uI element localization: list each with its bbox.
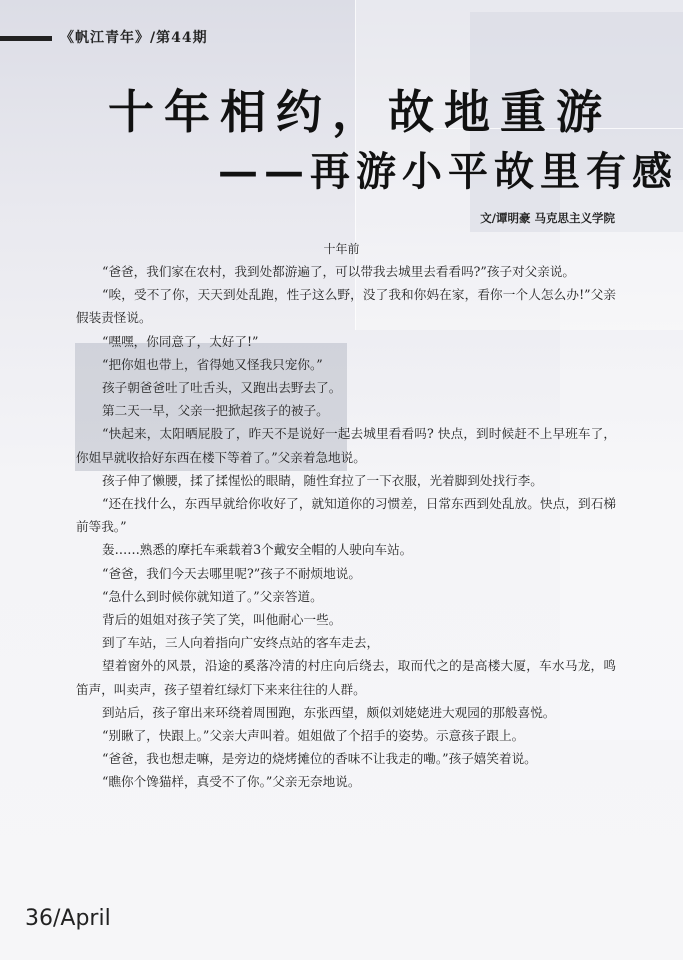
paragraph: 孩子伸了懒腰，揉了揉惺忪的眼睛，随性耷拉了一下衣服，光着脚到处找行李。 (102, 472, 543, 488)
paragraph: 轰……熟悉的摩托车乘载着3个戴安全帽的人驶向车站。 (102, 542, 413, 558)
paragraph: 望着窗外的风景，沿途的奚落冷清的村庄向后绕去，取而代之的是高楼大厦，车水马龙，鸣笛声，叫卖声，孩子望着红绿灯下来来往往的人群。 (76, 658, 616, 697)
paragraph: “爸爸，我们家在农村，我到处都游遍了，可以带我去城里去看看吗?”孩子对父亲说。 (102, 264, 576, 279)
article-body (76, 260, 616, 794)
paragraph: “嘿嘿，你同意了，太好了!” (102, 333, 259, 349)
page-number: 36/April (25, 906, 111, 931)
header-accent-bar (0, 36, 52, 41)
article-title: 十年相约，故地重游 (108, 85, 612, 139)
paragraph: 到站后，孩子窜出来环绕着周围跑，东张西望，颇似刘姥姥进大观园的那般喜悦。 (102, 704, 556, 720)
section-heading: 十年前 (323, 242, 360, 256)
paragraph: “快起来，太阳晒屁股了，昨天不是说好一起去城里看看吗? 快点，到时候赶不上早班车了，你姐早就收拾好东西在楼下等着了。”父亲着急地说。 (76, 426, 616, 465)
paragraph: “把你姐也带上，省得她又怪我只宠你。” (102, 356, 323, 372)
paragraph: “爸爸，我们今天去哪里呢?”孩子不耐烦地说。 (102, 565, 361, 581)
paragraph: “爸爸，我也想走嘛，是旁边的烧烤摊位的香味不让我走的嘞。”孩子嬉笑着说。 (102, 751, 537, 767)
paragraph: “瞧你个馋猫样，真受不了你。”父亲无奈地说。 (102, 774, 361, 790)
magazine-header: 《帆江青年》/第44期 (60, 30, 208, 46)
author-byline: 文/谭明豪 马克思主义学院 (480, 211, 615, 225)
article-subtitle: ——再游小平故里有感 (218, 148, 678, 195)
paragraph: “还在找什么，东西早就给你收好了，就知道你的习惯差，日常东西到处乱放。快点，到石梯前等我。” (76, 496, 616, 535)
paragraph: “唉，受不了你，天天到处乱跑，性子这么野，没了我和你妈在家，看你一个人怎么办!”父亲假装责怪说。 (76, 287, 616, 326)
paragraph: “急什么到时候你就知道了。”父亲答道。 (102, 588, 323, 604)
paragraph: 背后的姐姐对孩子笑了笑，叫他耐心一些。 (102, 612, 342, 628)
paragraph: “别瞅了，快跟上。”父亲大声叫着。姐姐做了个招手的姿势。示意孩子跟上。 (102, 728, 525, 744)
paragraph: 第二天一早，父亲一把掀起孩子的被子。 (102, 403, 329, 419)
paragraph: 到了车站，三人向着指向广安终点站的客车走去， (102, 635, 380, 651)
paragraph: 孩子朝爸爸吐了吐舌头，又跑出去野去了。 (102, 380, 342, 396)
